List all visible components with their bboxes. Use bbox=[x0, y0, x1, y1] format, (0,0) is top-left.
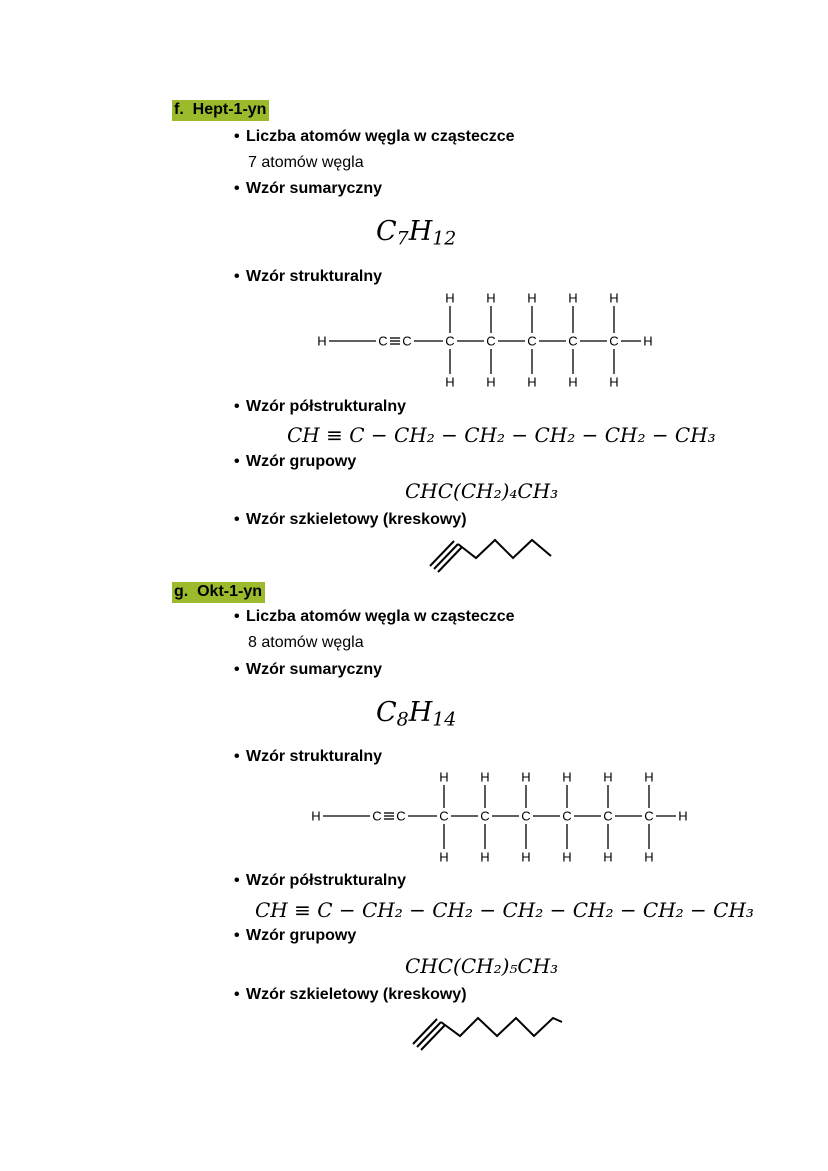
carbon-atom: C bbox=[609, 333, 619, 349]
semi-structural-formula: CH ≡ C − CH₂ − CH₂ − CH₂ − CH₂ − CH₂ − CH₃ bbox=[255, 898, 754, 922]
group-formula-label-text: Wzór grupowy bbox=[246, 453, 357, 470]
skeletal-formula-label-text: Wzór szkieletowy (kreskowy) bbox=[246, 511, 467, 528]
structural-formula-label-text: Wzór strukturalny bbox=[246, 268, 383, 285]
bullet-icon: • bbox=[234, 986, 240, 1003]
formula-h: H bbox=[408, 216, 433, 247]
carbon-chain-line bbox=[441, 1018, 562, 1036]
bullet-icon: • bbox=[234, 661, 240, 678]
hydrogen-atom: H bbox=[521, 769, 531, 785]
hydrogen-atom: H bbox=[644, 769, 654, 785]
hydrogen-atom: H bbox=[643, 333, 653, 349]
hydrogen-atom: H bbox=[603, 849, 613, 865]
hydrogen-atom: H bbox=[562, 769, 572, 785]
bullet-icon: • bbox=[234, 748, 240, 765]
carbon-atom: C bbox=[527, 333, 537, 349]
bullet-icon: • bbox=[234, 608, 240, 625]
hydrogen-atom: H bbox=[445, 374, 455, 390]
hydrogen-atom: H bbox=[644, 849, 654, 865]
carbon-atom: C bbox=[439, 808, 449, 824]
carbon-atom: C bbox=[396, 808, 406, 824]
triple-bond-line bbox=[421, 1025, 445, 1050]
semi-structural-formula: CH ≡ C − CH₂ − CH₂ − CH₂ − CH₂ − CH₃ bbox=[287, 423, 716, 447]
hydrogen-atom: H bbox=[568, 290, 578, 306]
hydrogen-atom: H bbox=[480, 849, 490, 865]
formula-c: C bbox=[376, 216, 397, 247]
hydrogen-atom: H bbox=[439, 769, 449, 785]
formula-c-sub: 8 bbox=[396, 708, 409, 731]
hydrogen-atom: H bbox=[609, 290, 619, 306]
carbon-atom: C bbox=[480, 808, 490, 824]
molecular-formula-label-text: Wzór sumaryczny bbox=[246, 661, 383, 678]
carbon-atom: C bbox=[372, 808, 382, 824]
group-formula: CHC(CH₂)₅CH₃ bbox=[405, 954, 559, 978]
group-formula: CHC(CH₂)₄CH₃ bbox=[405, 479, 559, 503]
carbon-count-label-text: Liczba atomów węgla w cząsteczce bbox=[246, 608, 515, 625]
hydrogen-atom: H bbox=[568, 374, 578, 390]
bullet-icon: • bbox=[234, 872, 240, 889]
carbon-count-value: 7 atomów węgla bbox=[248, 154, 364, 171]
carbon-atom: C bbox=[603, 808, 613, 824]
structural-formula-label-text: Wzór strukturalny bbox=[246, 748, 383, 765]
hydrogen-atom: H bbox=[317, 333, 327, 349]
formula-c: C bbox=[376, 697, 397, 728]
semi-structural-label-text: Wzór półstrukturalny bbox=[246, 872, 407, 889]
carbon-atom: C bbox=[486, 333, 496, 349]
hydrogen-atom: H bbox=[678, 808, 688, 824]
carbon-atom: C bbox=[562, 808, 572, 824]
group-formula-label-text: Wzór grupowy bbox=[246, 927, 357, 944]
bullet-icon: • bbox=[234, 453, 240, 470]
hydrogen-atom: H bbox=[311, 808, 321, 824]
bullet-icon: • bbox=[234, 268, 240, 285]
hydrogen-atom: H bbox=[480, 769, 490, 785]
carbon-atom: C bbox=[644, 808, 654, 824]
hydrogen-atom: H bbox=[486, 290, 496, 306]
hydrogen-atom: H bbox=[562, 849, 572, 865]
carbon-atom: C bbox=[445, 333, 455, 349]
hydrogen-atom: H bbox=[609, 374, 619, 390]
hydrogen-atom: H bbox=[445, 290, 455, 306]
formula-h-sub: 14 bbox=[432, 708, 457, 731]
formula-h-sub: 12 bbox=[432, 227, 457, 250]
hydrogen-atom: H bbox=[521, 849, 531, 865]
carbon-atom: C bbox=[568, 333, 578, 349]
section-heading-hept-1-yn: f. Hept-1-yn bbox=[172, 100, 269, 121]
hydrogen-atom: H bbox=[527, 290, 537, 306]
triple-bond-line bbox=[413, 1019, 437, 1044]
formula-c-sub: 7 bbox=[396, 227, 409, 250]
molecular-formula-label-text: Wzór sumaryczny bbox=[246, 180, 383, 197]
semi-structural-label-text: Wzór półstrukturalny bbox=[246, 398, 407, 415]
carbon-atom: C bbox=[402, 333, 412, 349]
hydrogen-atom: H bbox=[439, 849, 449, 865]
carbon-count-label-text: Liczba atomów węgla w cząsteczce bbox=[246, 128, 515, 145]
hydrogen-atom: H bbox=[486, 374, 496, 390]
bullet-icon: • bbox=[234, 927, 240, 944]
carbon-atom: C bbox=[378, 333, 388, 349]
section-heading-okt-1-yn: g. Okt-1-yn bbox=[172, 582, 265, 603]
formula-h: H bbox=[408, 697, 433, 728]
carbon-atom: C bbox=[521, 808, 531, 824]
bullet-icon: • bbox=[234, 511, 240, 528]
skeletal-formula-label-text: Wzór szkieletowy (kreskowy) bbox=[246, 986, 467, 1003]
carbon-count-value: 8 atomów węgla bbox=[248, 634, 364, 651]
hydrogen-atom: H bbox=[603, 769, 613, 785]
hydrogen-atom: H bbox=[527, 374, 537, 390]
triple-bond-line bbox=[417, 1022, 441, 1047]
bullet-icon: • bbox=[234, 398, 240, 415]
bullet-icon: • bbox=[234, 128, 240, 145]
bullet-icon: • bbox=[234, 180, 240, 197]
